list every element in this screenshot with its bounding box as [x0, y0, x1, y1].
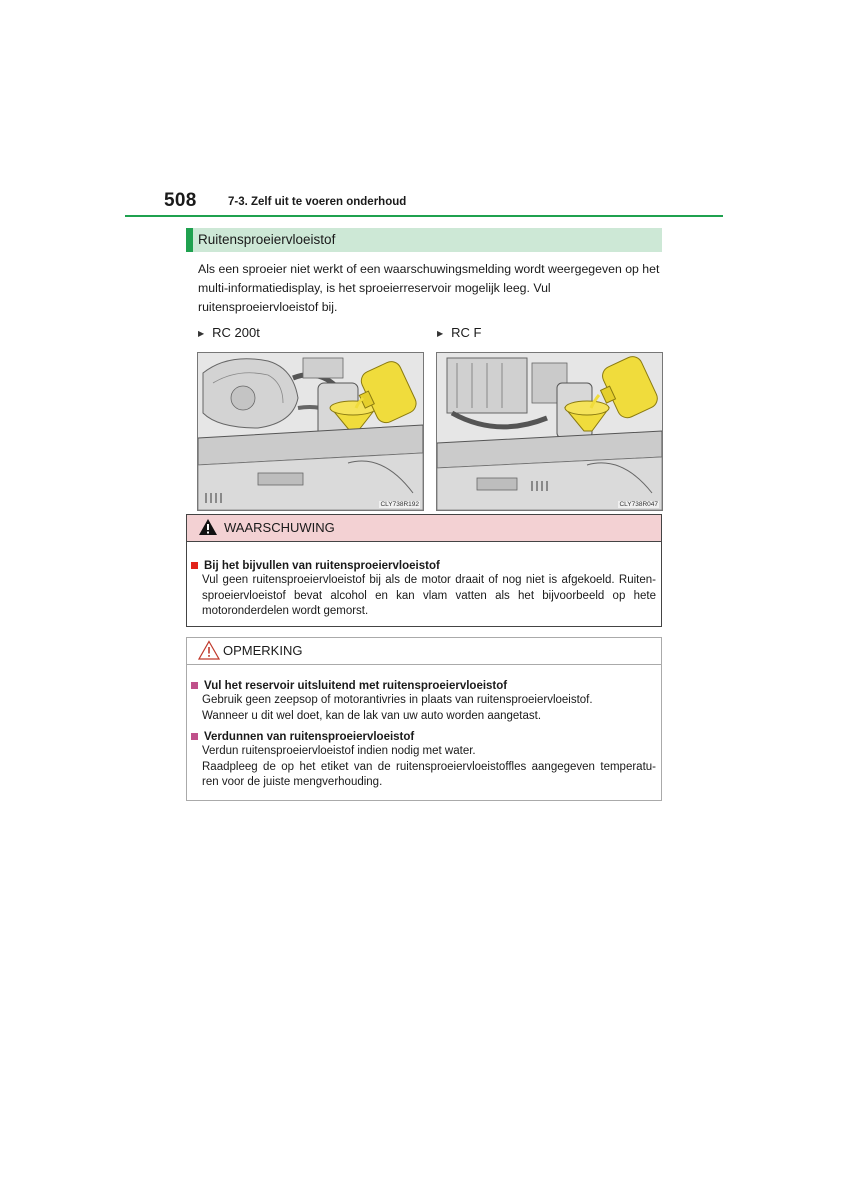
triangle-bullet-icon: ▶: [198, 329, 205, 338]
warning-triangle-icon: [198, 518, 218, 536]
warning-box: [186, 514, 662, 627]
engine-illustration-rc200t: [197, 352, 424, 511]
engine-bay-drawing: [437, 353, 662, 510]
figure-code: CLY738R047: [619, 501, 658, 508]
figure-code: CLY738R192: [380, 501, 419, 508]
notice-box: [186, 637, 662, 801]
notice-item-text: Verdun ruitensproeiervloeistof indien nodig met water. Raadpleeg de op het etiket van de ruitensproeiervloeistoffles aangegeven temperatu- ren voor de juiste mengverhouding.: [202, 745, 656, 788]
notice-item-heading: Verdunnen van ruitensproeiervloeistof: [191, 727, 414, 745]
triangle-bullet-icon: ▶: [437, 329, 444, 338]
warning-header: [187, 515, 661, 542]
variant-label-rcf: [437, 325, 482, 340]
square-bullet-icon: [191, 562, 198, 569]
variant-label-text: RC 200t: [212, 325, 260, 340]
notice-item-text: Gebruik geen zeepsop of motorantivries in plaats van ruitensproeiervloeistof. Wanneer u dit wel doet, kan de lak van uw auto worden aangetast.: [202, 694, 593, 722]
header-rule: [125, 215, 723, 217]
warning-title: WAARSCHUWING: [224, 520, 335, 535]
section-title: Ruitensproeiervloeistof: [198, 232, 336, 247]
section-heading: [186, 228, 662, 252]
page-number: 508: [164, 190, 197, 211]
caution-triangle-icon: [198, 640, 220, 660]
engine-illustration-rcf: [436, 352, 663, 511]
notice-title: OPMERKING: [223, 643, 303, 658]
notice-header: [187, 638, 661, 665]
notice-item-heading: Vul het reservoir uitsluitend met ruitensproeiervloeistof: [191, 676, 507, 694]
chapter-title: 7-3. Zelf uit te voeren onderhoud: [228, 196, 407, 208]
warning-item-heading: Bij het bijvullen van ruitensproeiervloeistof: [191, 556, 440, 574]
engine-bay-drawing: [198, 353, 423, 510]
intro-paragraph: Als een sproeier niet werkt of een waarschuwingsmelding wordt weergegeven op het multi-informatiedisplay, is het sproeierreservoir mogelijk leeg. Vul ruitensproeiervloeistof bij.: [198, 262, 660, 314]
square-bullet-icon: [191, 682, 198, 689]
variant-label-rc200t: [198, 325, 260, 340]
warning-item-text: Vul geen ruitensproeiervloeistof bij als de motor draait of nog niet is afgekoeld. Ruiten- sproeiervloeistof bevat alcohol en kan vlam vatten als het bijvoorbeeld op hete motoronderdelen wordt gemorst.: [202, 574, 656, 617]
variant-label-text: RC F: [451, 325, 482, 340]
square-bullet-icon: [191, 733, 198, 740]
